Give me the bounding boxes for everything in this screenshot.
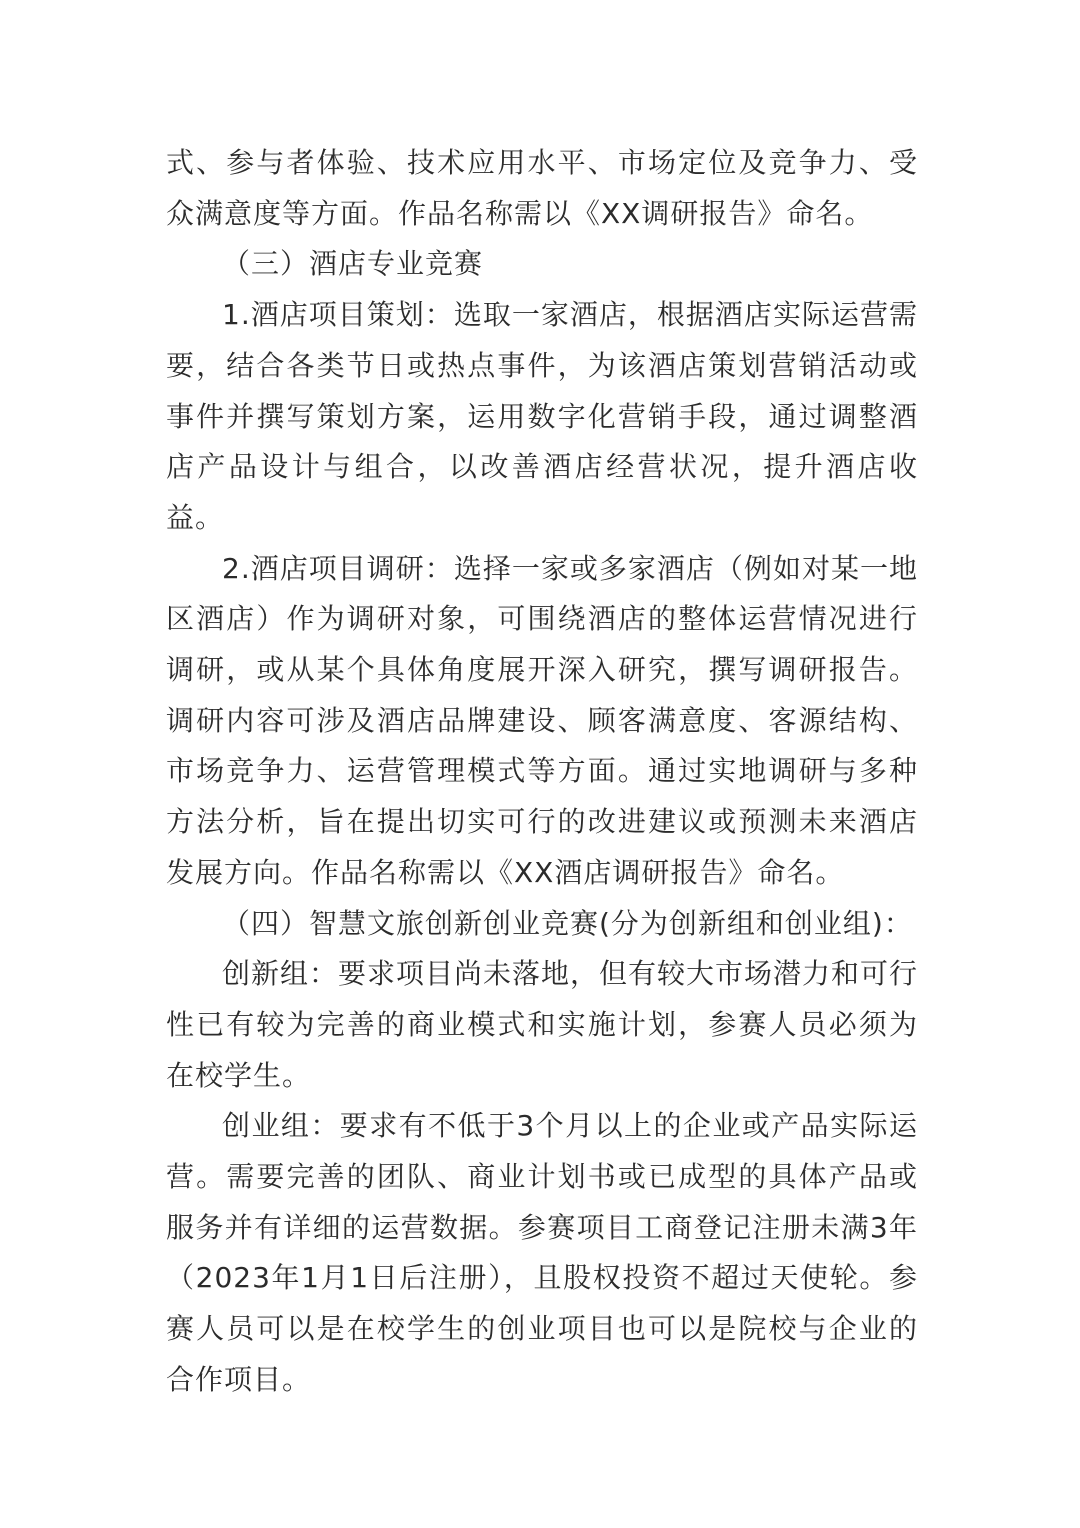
paragraph-innovation-group: 创新组：要求项目尚未落地，但有较大市场潜力和可行性已有较为完善的商业模式和实施计划，参赛人员必须为在校学生。 <box>166 957 919 1092</box>
document-body <box>166 138 918 1406</box>
paragraph-continuation: 式、参与者体验、技术应用水平、市场定位及竞争力、受众满意度等方面。作品名称需以《XX调研报告》命名。 <box>166 146 918 230</box>
paragraph-hotel-research: 2.酒店项目调研：选择一家或多家酒店（例如对某一地区酒店）作为调研对象，可围绕酒店的整体运营情况进行调研，或从某个具体角度展开深入研究，撰写调研报告。调研内容可涉及酒店品牌建设、顾客满意度、客源结构、市场竞争力、运营管理模式等方面。通过实地调研与多种方法分析，旨在提出切实可行的改进建议或预测未来酒店发展方向。作品名称需以《XX酒店调研报告》命名。 <box>166 551 918 889</box>
section-heading-hotel-competition: （三）酒店专业竞赛 <box>222 247 484 281</box>
paragraph-startup-group: 创业组：要求有不低于3个月以上的企业或产品实际运营。需要完善的团队、商业计划书或已成型的具体产品或服务并有详细的运营数据。参赛项目工商登记注册未满3年（2023年1月1日后注册），且股权投资不超过天使轮。参赛人员可以是在校学生的创业项目也可以是院校与企业的合作项目。 <box>166 1109 918 1396</box>
paragraph-hotel-planning: 1.酒店项目策划：选取一家酒店，根据酒店实际运营需要，结合各类节日或热点事件，为该酒店策划营销活动或事件并撰写策划方案，运用数字化营销手段，通过调整酒店产品设计与组合，以改善酒店经营状况，提升酒店收益。 <box>166 298 918 534</box>
section-heading-innovation-competition: （四）智慧文旅创新创业竞赛(分为创新组和创业组)： <box>222 906 913 940</box>
